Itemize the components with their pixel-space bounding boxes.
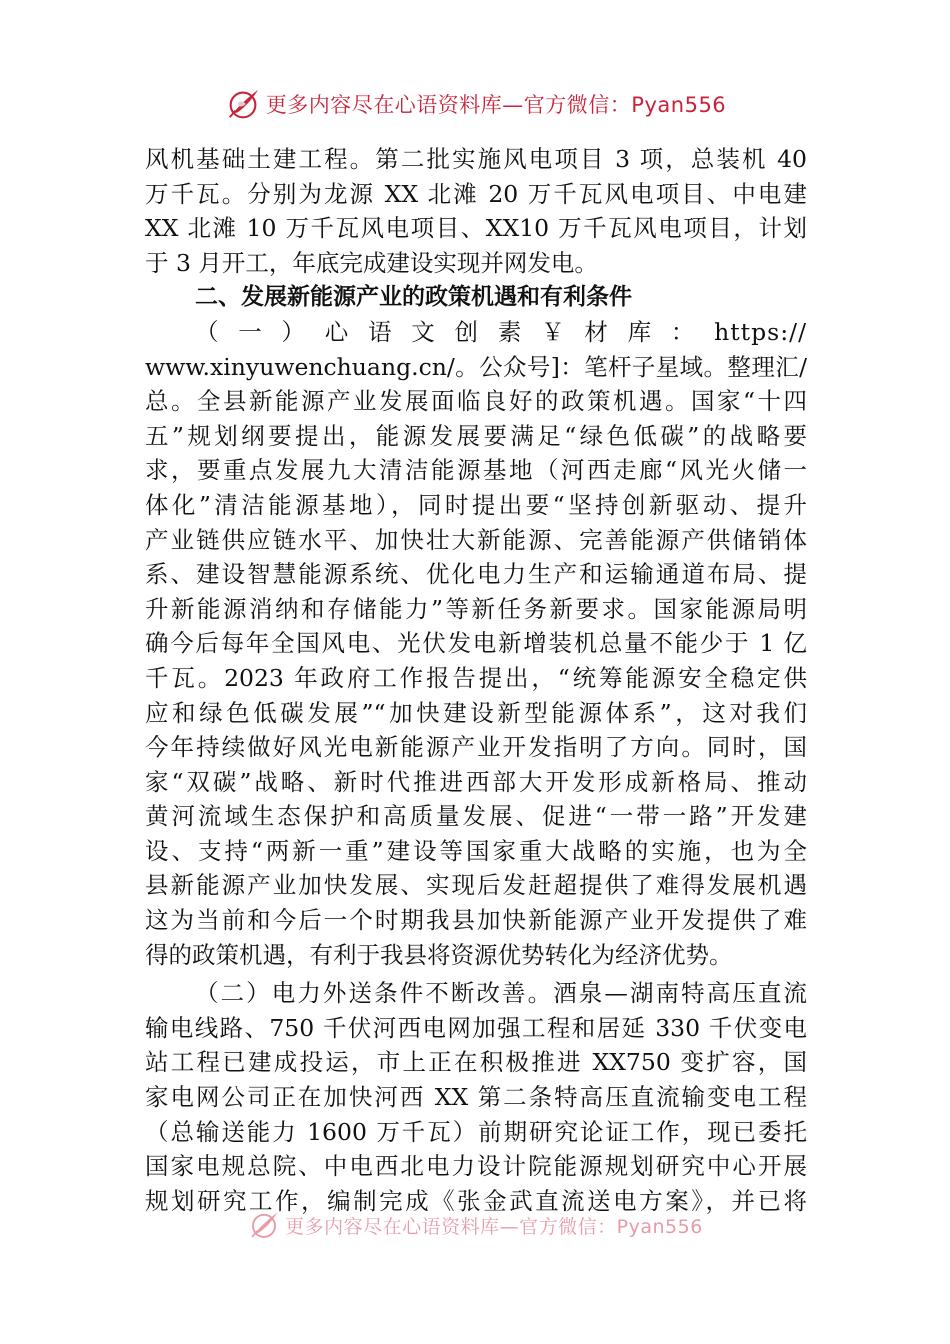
text-line: 设、支持“两新一重”建设等国家重大战略的实施，也为全 — [145, 836, 807, 865]
text-line: 这为当前和今后一个时期我县加快新能源产业开发提供了难 — [145, 906, 807, 935]
text-line: 升新能源消纳和存储能力”等新任务新要求。国家能源局明 — [145, 594, 807, 623]
text-line: 风机基础土建工程。第二批实施风电项目 3 项，总装机 40 — [145, 145, 807, 173]
text-line: 黄河流域生态保护和高质量发展、促进“一带一路”开发建 — [145, 802, 807, 831]
text-line: 系、建设智慧能源系统、优化电力生产和运输通道布局、提 — [145, 560, 807, 589]
text-line: 得的政策机遇，有利于我县将资源优势转化为经济优势。 — [145, 940, 733, 969]
text-line: 规划研究工作，编制完成《张金武直流送电方案》，并已将 — [145, 1186, 807, 1215]
text-line: 千瓦。2023 年政府工作报告提出，“统筹能源安全稳定供 — [145, 663, 807, 692]
text-line: 今年持续做好风光电新能源产业开发指明了方向。同时，国 — [145, 733, 807, 762]
body-text — [145, 142, 807, 1218]
text-line: 家电网公司正在加快河西 XX 第二条特高压直流输变电工程 — [145, 1083, 807, 1112]
text-line: 体化”清洁能源基地），同时提出要“坚持创新驱动、提升 — [145, 490, 807, 519]
text-line: （ 一 ） 心 语 文 创 素 ￥ 材 库 ： https:// — [195, 317, 807, 346]
text-line: 确今后每年全国风电、光伏发电新增装机总量不能少于 1 亿 — [145, 629, 807, 658]
text-line: （二）电力外送条件不断改善。酒泉—湖南特高压直流 — [195, 979, 807, 1008]
text-line: 五”规划纲要提出，能源发展要满足“绿色低碳”的战略要 — [145, 421, 807, 450]
text-line: XX 北滩 10 万千瓦风电项目、XX10 万千瓦风电项目，计划 — [145, 214, 807, 243]
text-line: 万千瓦。分别为龙源 XX 北滩 20 万千瓦风电项目、中电建 — [145, 179, 807, 208]
footer-watermark — [0, 1207, 950, 1243]
text-line: 于 3 月开工，年底完成建设实现并网发电。 — [145, 248, 598, 277]
section-heading: 二、发展新能源产业的政策机遇和有利条件 — [195, 284, 632, 311]
watermark-text: 更多内容尽在心语资料库—官方微信：Pyan556 — [285, 1215, 703, 1238]
text-line: 应和绿色低碳发展”“加快建设新型能源体系”，这对我们 — [145, 698, 807, 727]
text-line: 求，要重点发展九大清洁能源基地（河西走廊“风光火储一 — [145, 456, 807, 485]
text-line: 县新能源产业加快发展、实现后发赶超提供了难得发展机遇 — [145, 871, 807, 900]
text-line: 国家电规总院、中电西北电力设计院能源规划研究中心开展 — [145, 1152, 807, 1181]
text-line: 家“双碳”战略、新时代推进西部大开发形成新格局、推动 — [145, 767, 807, 796]
text-line: 总。全县新能源产业发展面临良好的政策机遇。国家“十四 — [145, 387, 807, 416]
quill-seal-icon — [247, 1208, 281, 1242]
quill-seal-icon — [224, 85, 262, 123]
text-line: www.xinyuwenchuang.cn/。公众号]：笔杆子星域。整理汇/ — [145, 352, 807, 381]
text-line: 输电线路、750 千伏河西电网加强工程和居延 330 千伏变电 — [145, 1013, 807, 1042]
header-watermark — [0, 82, 950, 126]
text-line: 产业链供应链水平、加快壮大新能源、完善能源产供储销体 — [145, 525, 807, 554]
text-line: （总输送能力 1600 万千瓦）前期研究论证工作，现已委托 — [145, 1117, 807, 1146]
watermark-text: 更多内容尽在心语资料库—官方微信：Pyan556 — [265, 93, 727, 117]
text-line: 站工程已建成投运，市上正在积极推进 XX750 变扩容，国 — [145, 1048, 807, 1077]
